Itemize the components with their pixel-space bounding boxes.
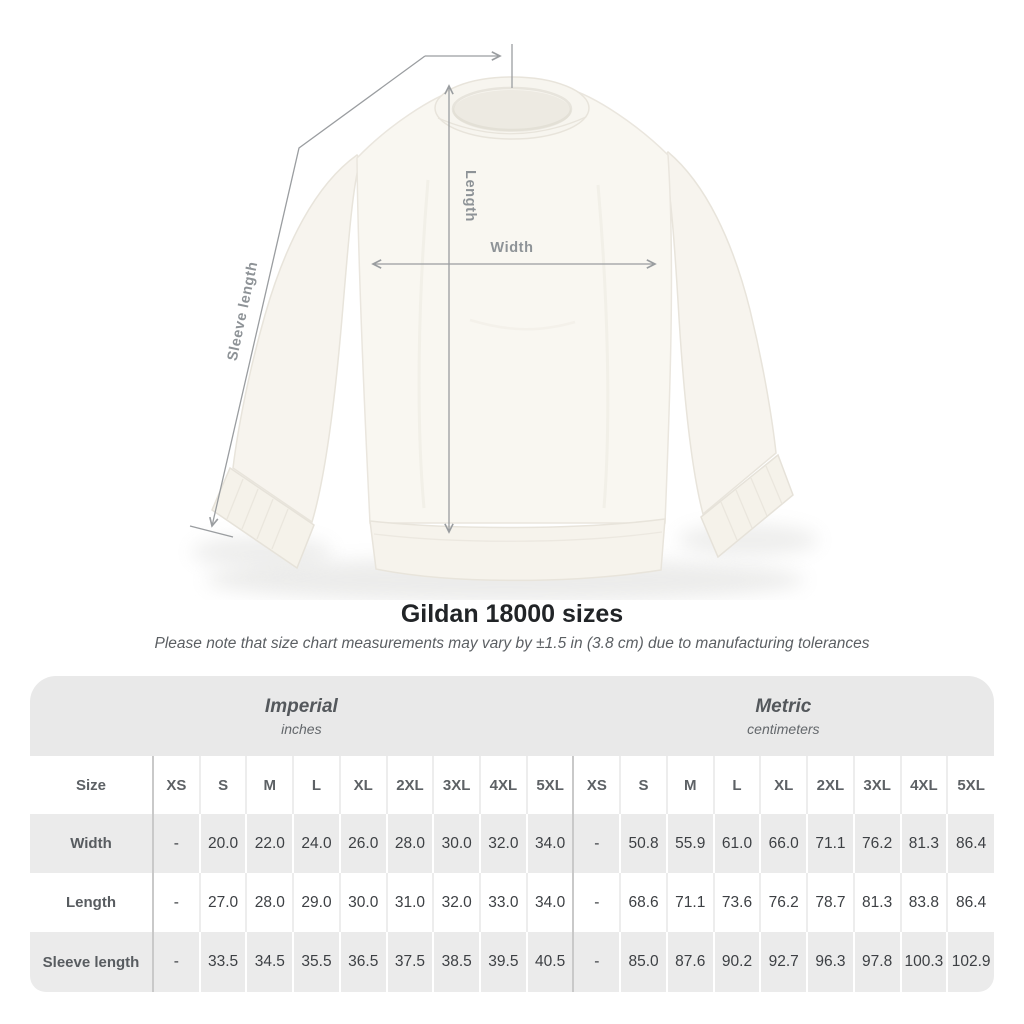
measurement-value: 76.2 <box>760 873 807 932</box>
measurement-value: 24.0 <box>293 814 340 873</box>
metric-unit: centimeters <box>747 720 820 737</box>
measurement-value: 92.7 <box>760 932 807 992</box>
metric-group-header <box>573 676 994 756</box>
measurement-value: 81.3 <box>854 873 901 932</box>
measurement-value: 33.5 <box>200 932 247 992</box>
size-option-header: M <box>667 756 714 814</box>
size-column-header: Size <box>30 756 153 814</box>
measurement-value: 27.0 <box>200 873 247 932</box>
measurement-value: 32.0 <box>480 814 527 873</box>
measurement-value: 35.5 <box>293 932 340 992</box>
measurement-value: 34.0 <box>527 873 574 932</box>
measurement-value: - <box>153 932 200 992</box>
size-option-header: XL <box>340 756 387 814</box>
size-option-header: 2XL <box>387 756 434 814</box>
measurement-value: - <box>573 873 620 932</box>
measurement-value: 31.0 <box>387 873 434 932</box>
measurement-value: 28.0 <box>387 814 434 873</box>
measurement-value: 38.5 <box>433 932 480 992</box>
size-chart <box>30 676 994 992</box>
measurement-row <box>30 814 994 873</box>
measurement-value: 102.9 <box>947 932 994 992</box>
measurement-value: 30.0 <box>433 814 480 873</box>
sweatshirt-illustration <box>212 77 793 580</box>
measurement-value: 90.2 <box>714 932 761 992</box>
size-option-header: XS <box>573 756 620 814</box>
measurement-value: - <box>153 814 200 873</box>
measurement-value: 40.5 <box>527 932 574 992</box>
measurement-value: 61.0 <box>714 814 761 873</box>
measurement-value: 97.8 <box>854 932 901 992</box>
unit-band <box>30 676 994 756</box>
metric-label: Metric <box>755 695 812 717</box>
measurement-value: 71.1 <box>807 814 854 873</box>
measurement-value: 86.4 <box>947 814 994 873</box>
size-option-header: S <box>200 756 247 814</box>
imperial-label: Imperial <box>264 695 338 717</box>
measurement-row <box>30 873 994 932</box>
size-option-header: L <box>714 756 761 814</box>
measurement-value: 39.5 <box>480 932 527 992</box>
size-option-header: 2XL <box>807 756 854 814</box>
imperial-unit: inches <box>281 720 322 737</box>
sleeve-end-tick <box>190 526 233 537</box>
length-label: Length <box>462 170 478 222</box>
measurement-value: - <box>573 932 620 992</box>
measurement-row <box>30 932 994 992</box>
size-table <box>30 756 994 992</box>
measurement-value: - <box>153 873 200 932</box>
measurement-value: 33.0 <box>480 873 527 932</box>
row-label: Sleeve length <box>30 932 153 992</box>
measurement-value: 73.6 <box>714 873 761 932</box>
hem-band <box>370 519 665 580</box>
measurement-value: 71.1 <box>667 873 714 932</box>
measurement-value: 30.0 <box>340 873 387 932</box>
measurement-value: 83.8 <box>901 873 948 932</box>
row-label: Length <box>30 873 153 932</box>
measurement-value: 36.5 <box>340 932 387 992</box>
measurement-value: 87.6 <box>667 932 714 992</box>
size-option-header: L <box>293 756 340 814</box>
size-option-header: 3XL <box>433 756 480 814</box>
width-label: Width <box>490 240 534 256</box>
size-header-row <box>30 756 994 814</box>
measurement-value: 78.7 <box>807 873 854 932</box>
measurement-value: 50.8 <box>620 814 667 873</box>
row-label: Width <box>30 814 153 873</box>
size-option-header: XS <box>153 756 200 814</box>
measurement-value: 22.0 <box>246 814 293 873</box>
tolerance-note: Please note that size chart measurements may vary by ±1.5 in (3.8 cm) due to manufacturing tolerances <box>154 635 870 652</box>
measurement-value: 20.0 <box>200 814 247 873</box>
size-option-header: 5XL <box>947 756 994 814</box>
sweatshirt-body <box>357 83 671 523</box>
size-option-header: S <box>620 756 667 814</box>
measurement-value: 55.9 <box>667 814 714 873</box>
page-title: Gildan 18000 sizes <box>400 600 624 628</box>
measurement-value: 34.5 <box>246 932 293 992</box>
size-option-header: 3XL <box>854 756 901 814</box>
measurement-value: 26.0 <box>340 814 387 873</box>
size-option-header: 4XL <box>901 756 948 814</box>
measurement-value: 29.0 <box>293 873 340 932</box>
measurement-value: 66.0 <box>760 814 807 873</box>
measurement-value: 96.3 <box>807 932 854 992</box>
left-sleeve <box>233 155 360 522</box>
sleeve-length-label: Sleeve length <box>224 259 262 363</box>
size-option-header: M <box>246 756 293 814</box>
imperial-group-header <box>30 676 573 756</box>
measurement-value: 68.6 <box>620 873 667 932</box>
right-sleeve <box>664 152 776 514</box>
measurement-value: 85.0 <box>620 932 667 992</box>
measurement-value: 34.0 <box>527 814 574 873</box>
measurement-value: 32.0 <box>433 873 480 932</box>
measurement-value: 28.0 <box>246 873 293 932</box>
measurement-value: 100.3 <box>901 932 948 992</box>
measurement-value: 37.5 <box>387 932 434 992</box>
measurement-value: 86.4 <box>947 873 994 932</box>
measurement-value: 76.2 <box>854 814 901 873</box>
measurement-value: 81.3 <box>901 814 948 873</box>
size-option-header: 5XL <box>527 756 574 814</box>
size-option-header: XL <box>760 756 807 814</box>
measurement-value: - <box>573 814 620 873</box>
size-option-header: 4XL <box>480 756 527 814</box>
